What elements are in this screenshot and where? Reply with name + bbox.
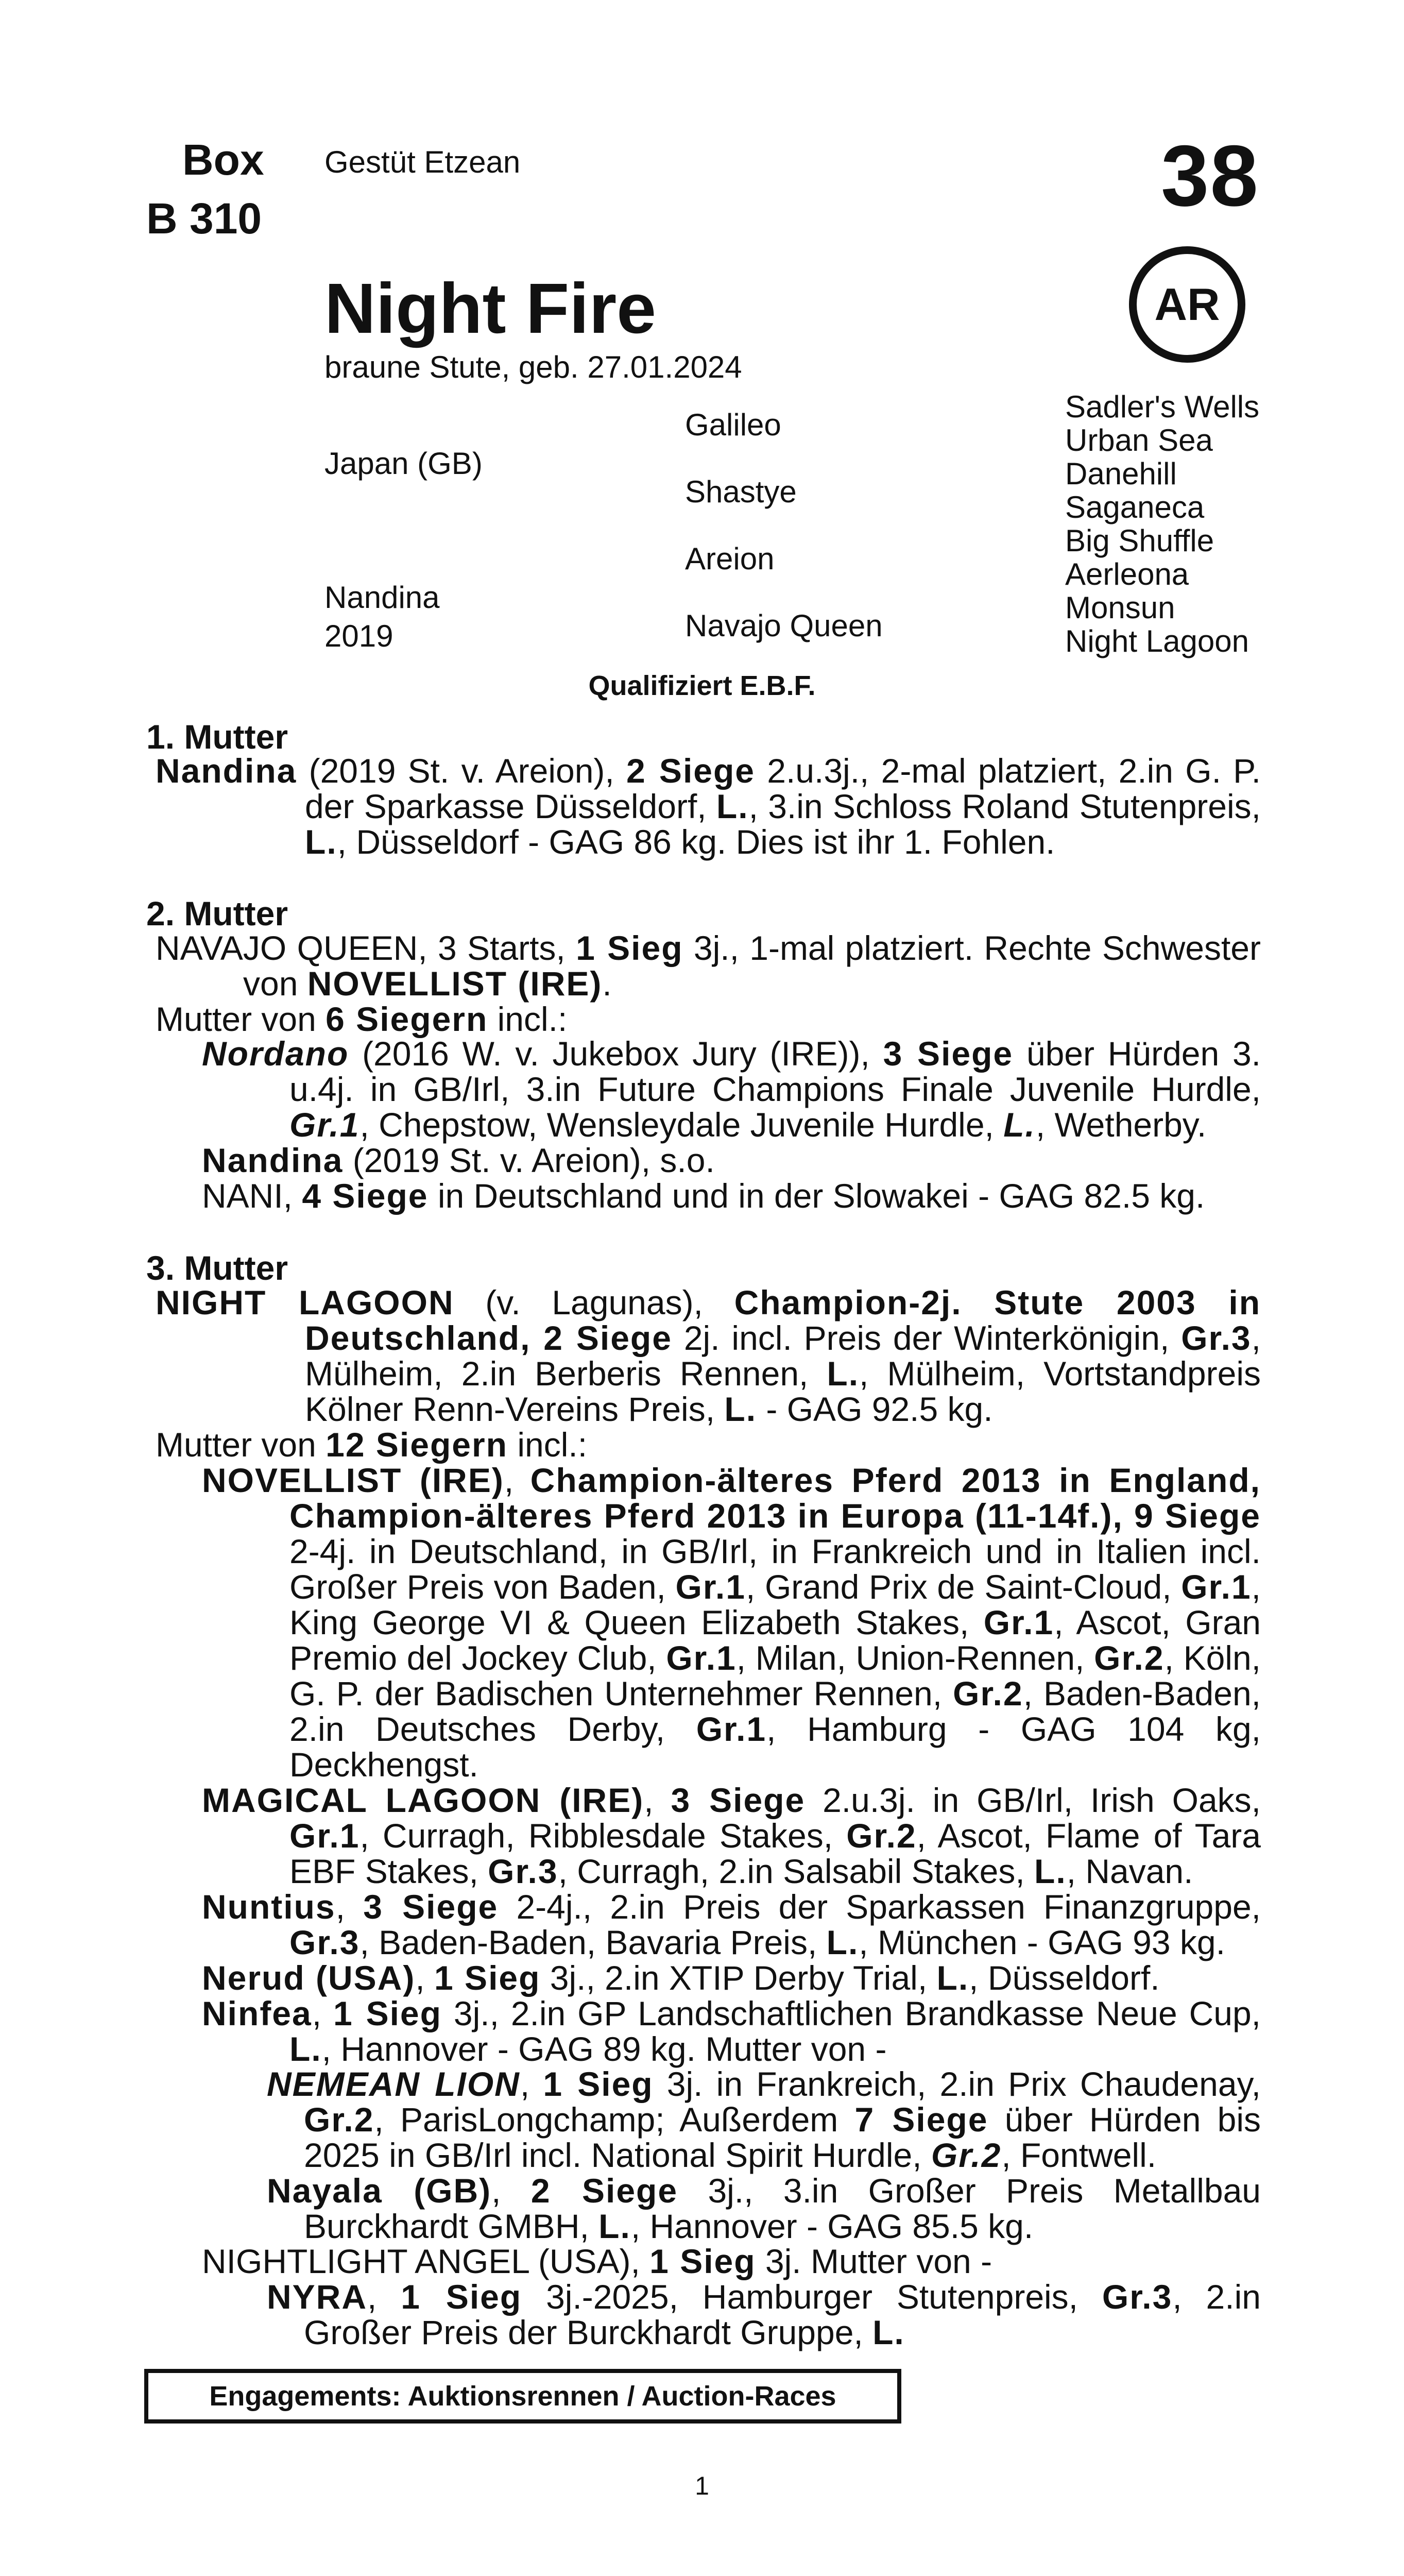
offspring-entry: Nayala (GB), 2 Siege 3j., 3.in Großer Preis Metallbau Burckhardt GMBH, L., Hannover - GAG 85.5 kg. (267, 2172, 1261, 2245)
offspring-entry: Nerud (USA), 1 Sieg 3j., 2.in XTIP Derby Trial, L., Düsseldorf. (202, 1959, 1160, 1997)
section-heading-mutter2: 2. Mutter (146, 894, 288, 933)
section-heading-mutter3: 3. Mutter (146, 1249, 288, 1287)
lot-number: 38 (1161, 127, 1259, 224)
qualification-note: Qualifiziert E.B.F. (588, 670, 816, 701)
pedigree-great-grandparent: Saganeca (1065, 490, 1205, 524)
box-label: Box (182, 135, 264, 184)
mutter2-block (156, 930, 1261, 1037)
mutter2-offspring (202, 1036, 1261, 1214)
mutter3-block (156, 1285, 1261, 1463)
pedigree-grandparent: Galileo (685, 408, 781, 442)
mutter3-grand-offspring-2 (267, 2279, 1261, 2350)
mutter3-offspring (202, 1463, 1261, 2067)
pedigree-great-grandparent: Danehill (1065, 456, 1177, 491)
offspring-entry: MAGICAL LAGOON (IRE), 3 Siege 2.u.3j. in GB/Irl, Irish Oaks, Gr.1, Curragh, Ribblesdale Stakes, Gr.2, Ascot, Flame of Tara EBF Stakes, Gr.3, Curragh, 2.in Salsabil Stakes, L., Navan. (202, 1781, 1261, 1890)
mutter3-entry: NIGHT LAGOON (v. Lagunas), Champion-2j. Stute 2003 in Deutschland, 2 Siege 2j. incl. Preis der Winterkönigin, Gr.3, Mülheim, 2.in Berberis Rennen, L., Mülheim, Vortstandpreis Kölner Renn-Vereins Preis, L. - GAG 92.5 kg. (156, 1283, 1261, 1428)
mutter2-entry: NAVAJO QUEEN, 3 Starts, 1 Sieg 3j., 1-mal platziert. Rechte Schwester von NOVELLIST (IRE). (156, 929, 1261, 1003)
ar-badge: AR (1129, 246, 1245, 363)
offspring-entry: NANI, 4 Siege in Deutschland und in der Slowakei - GAG 82.5 kg. (202, 1177, 1205, 1215)
offspring-intro: Mutter von 6 Siegern incl.: (156, 1000, 568, 1038)
pedigree-great-grandparent: Aerleona (1065, 557, 1189, 591)
pedigree-great-grandparent: Big Shuffle (1065, 523, 1214, 558)
pedigree-sire: Japan (GB) (324, 446, 483, 481)
pedigree-grandparent: Navajo Queen (685, 608, 883, 643)
engagements-box: Engagements: Auktionsrennen / Auction-Races (144, 2369, 901, 2424)
pedigree-dam-year: 2019 (324, 619, 393, 653)
offspring-entry: NEMEAN LION, 1 Sieg 3j. in Frankreich, 2.in Prix Chaudenay, Gr.2, ParisLongchamp; Außerdem 7 Siege über Hürden bis 2025 in GB/Irl incl. National Spirit Hurdle, Gr.2, Fontwell. (267, 2065, 1261, 2174)
offspring-entry: Nordano (2016 W. v. Jukebox Jury (IRE)), 3 Siege über Hürden 3. u.4j. in GB/Irl, 3.in Future Champions Finale Juvenile Hurdle, Gr.1, Chepstow, Wensleydale Juvenile Hurdle, L., Wetherby. (202, 1035, 1261, 1144)
section-heading-mutter1: 1. Mutter (146, 718, 288, 756)
offspring-entry: Ninfea, 1 Sieg 3j., 2.in GP Landschaftlichen Brandkasse Neue Cup, L., Hannover - GAG 89 kg. Mutter von - (202, 1994, 1261, 2068)
pedigree-grandparent: Areion (685, 541, 775, 576)
offspring-entry: NIGHTLIGHT ANGEL (USA), 1 Sieg 3j. Mutter von - (202, 2242, 992, 2280)
offspring-entry: NOVELLIST (IRE), Champion-älteres Pferd 2013 in England, Champion-älteres Pferd 2013 in Europa (11-14f.), 9 Siege 2-4j. in Deutschland, in GB/Irl, in Frankreich und in Italien incl. Großer Preis von Baden, Gr.1, Grand Prix de Saint-Cloud, Gr.1, King George VI & Queen Elizabeth Stakes, Gr.1, Ascot, Gran Premio del Jockey Club, Gr.1, Milan, Union-Rennen, Gr.2, Köln, G. P. der Badischen Unternehmer Rennen, Gr.2, Baden-Baden, 2.in Deutsches Derby, Gr.1, Hamburg - GAG 104 kg, Deckhengst. (202, 1461, 1261, 1784)
mutter3-offspring-2 (202, 2244, 1261, 2279)
pedigree-grandparent: Shastye (685, 474, 797, 509)
offspring-entry: Nuntius, 3 Siege 2-4j., 2.in Preis der Sparkassen Finanzgruppe, Gr.3, Baden-Baden, Bavaria Preis, L., München - GAG 93 kg. (202, 1888, 1261, 1961)
mutter1-block (156, 753, 1261, 860)
pedigree-great-grandparent: Monsun (1065, 590, 1175, 625)
horse-name: Night Fire (324, 269, 656, 348)
offspring-entry: Nandina (2019 St. v. Areion), s.o. (202, 1141, 715, 1179)
pedigree-great-grandparent: Sadler's Wells (1065, 389, 1260, 424)
mutter3-grand-offspring-1 (267, 2066, 1261, 2244)
mutter1-entry: Nandina (2019 St. v. Areion), 2 Siege 2.u.3j., 2-mal platziert, 2.in G. P. der Sparkasse Düsseldorf, L., 3.in Schloss Roland Stutenpreis, L., Düsseldorf - GAG 86 kg. Dies ist ihr 1. Fohlen. (156, 752, 1261, 861)
offspring-intro: Mutter von 12 Siegern incl.: (156, 1426, 588, 1464)
offspring-entry: NYRA, 1 Sieg 3j.-2025, Hamburger Stutenpreis, Gr.3, 2.in Großer Preis der Burckhardt Gruppe, L. (267, 2278, 1261, 2351)
pedigree-great-grandparent: Urban Sea (1065, 423, 1213, 457)
box-number: B 310 (146, 194, 262, 243)
pedigree-great-grandparent: Night Lagoon (1065, 624, 1249, 658)
horse-description: braune Stute, geb. 27.01.2024 (324, 350, 742, 384)
page-number: 1 (695, 2471, 709, 2500)
pedigree-dam: Nandina (324, 580, 440, 615)
dam-name: Nandina (156, 752, 297, 790)
stud-name: Gestüt Etzean (324, 145, 521, 179)
